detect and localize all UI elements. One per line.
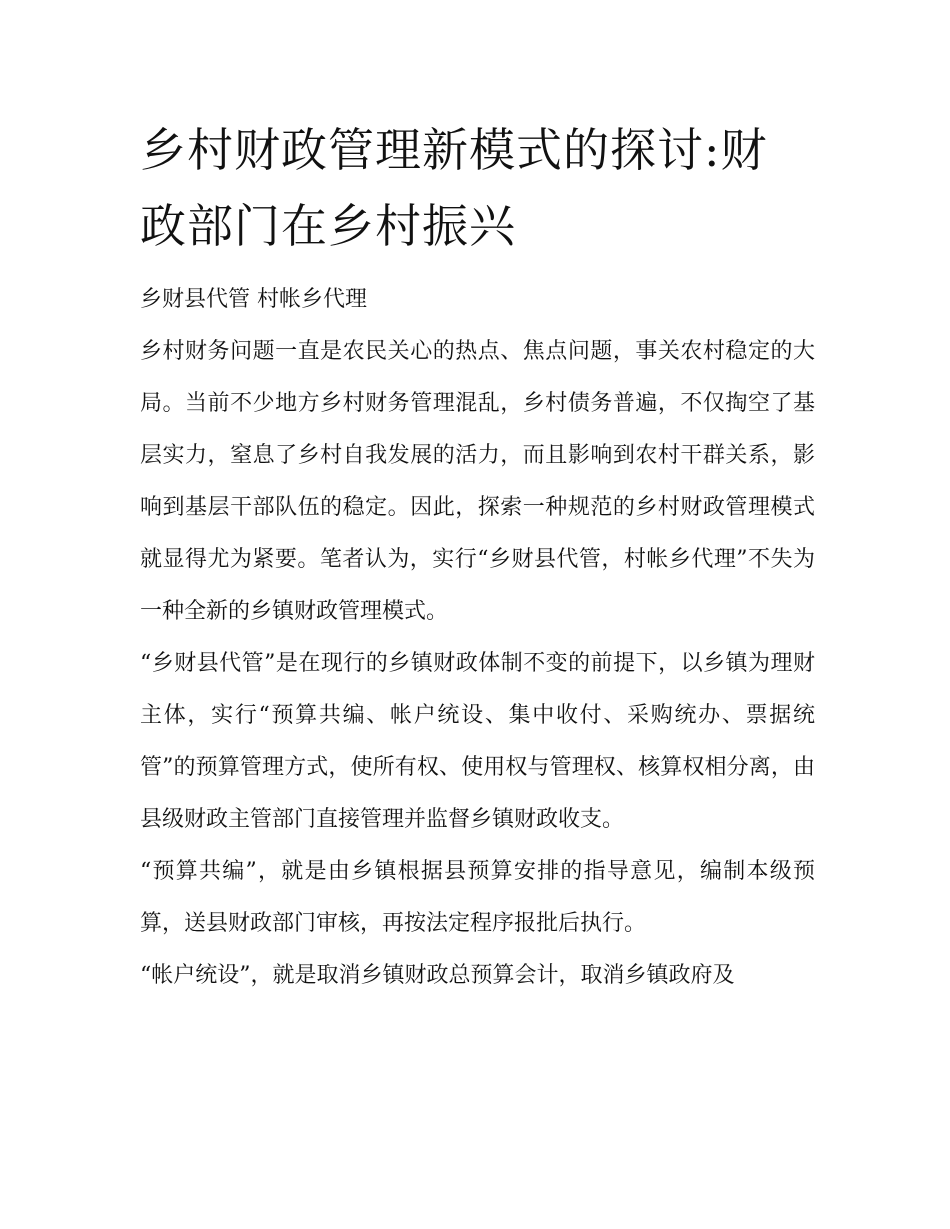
document-subtitle: 乡财县代管 村帐乡代理 bbox=[140, 287, 367, 312]
body-paragraph-2: “乡财县代管”是在现行的乡镇财政体制不变的前提下，以乡镇为理财主体，实行“预算共编、帐户统设、集中收付、采购统办、票据统管”的预算管理方式，使所有权、使用权与管理权、核算权相分离，由县级财政主管部门直接管理并监督乡镇财政收支。 bbox=[140, 651, 815, 832]
body-paragraph-4: “帐户统设”，就是取消乡镇财政总预算会计，取消乡镇政府及 bbox=[140, 963, 735, 988]
body-paragraph-1: 乡村财务问题一直是农民关心的热点、焦点问题，事关农村稳定的大局。当前不少地方乡村财务管理混乱，乡村债务普遍，不仅掏空了基层实力，窒息了乡村自我发展的活力，而且影响到农村干群关系，影响到基层干部队伍的稳定。因此，探索一种规范的乡村财政管理模式就显得尤为紧要。笔者认为，实行“乡财县代管，村帐乡代理”不失为一种全新的乡镇财政管理模式。 bbox=[140, 339, 815, 624]
document-title: 乡村财政管理新模式的探讨:财政部门在乡村振兴 bbox=[140, 123, 768, 253]
body-paragraph-3: “预算共编”，就是由乡镇根据县预算安排的指导意见，编制本级预算，送县财政部门审核，再按法定程序报批后执行。 bbox=[140, 859, 815, 936]
document-page bbox=[140, 112, 815, 1002]
